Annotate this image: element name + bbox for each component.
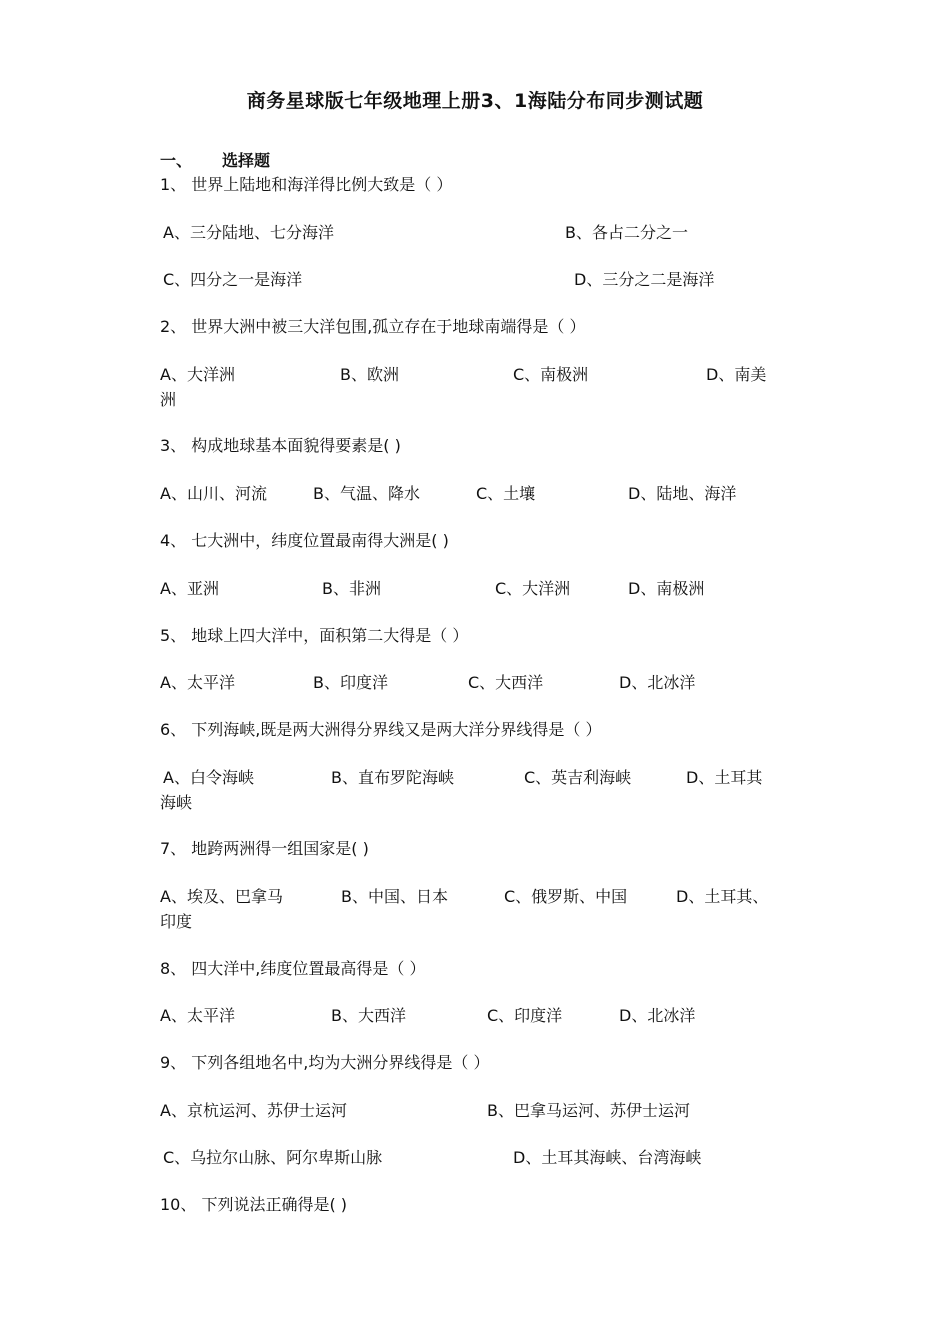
question-7-option-a: A、埃及、巴拿马	[160, 887, 283, 906]
question-5-option-d: D、北冰洋	[619, 673, 696, 692]
question-6-option-c: C、英吉利海峡	[524, 768, 632, 787]
section-number: 一、	[160, 151, 193, 170]
question-2-option-b: B、欧洲	[340, 365, 399, 384]
question-6-option-b: B、直布罗陀海峡	[331, 768, 454, 787]
document-title: 商务星球版七年级地理上册3、1海陆分布同步测试题	[246, 90, 704, 112]
question-8-stem: 8、 四大洋中,纬度位置最高得是（ ）	[160, 959, 426, 978]
question-7-option-d: D、土耳其、	[676, 887, 769, 906]
question-8-option-b: B、大西洋	[331, 1006, 406, 1025]
question-4-option-d: D、南极洲	[628, 579, 705, 598]
question-7-option-b: B、中国、日本	[341, 887, 448, 906]
question-5-option-a: A、太平洋	[160, 673, 235, 692]
question-4-option-b: B、非洲	[322, 579, 381, 598]
question-5-option-c: C、大西洋	[468, 673, 544, 692]
question-6-option-d: D、土耳其	[686, 768, 763, 787]
question-9-option-a: A、京杭运河、苏伊士运河	[160, 1101, 347, 1120]
question-1-option-c: C、四分之一是海洋	[163, 270, 303, 289]
question-8-option-a: A、太平洋	[160, 1006, 235, 1025]
question-9-option-c: C、乌拉尔山脉、阿尔卑斯山脉	[163, 1148, 383, 1167]
question-2-option-d: D、南美	[706, 365, 767, 384]
question-7-stem: 7、 地跨两洲得一组国家是( )	[160, 839, 369, 858]
question-4-option-a: A、亚洲	[160, 579, 219, 598]
question-7-option-c: C、俄罗斯、中国	[504, 887, 628, 906]
question-1-option-a: A、三分陆地、七分海洋	[163, 223, 334, 242]
question-4-option-c: C、大洋洲	[495, 579, 571, 598]
question-1-stem: 1、 世界上陆地和海洋得比例大致是（ ）	[160, 175, 453, 194]
question-5-option-b: B、印度洋	[313, 673, 388, 692]
question-2-stem: 2、 世界大洲中被三大洋包围,孤立存在于地球南端得是（ ）	[160, 317, 586, 336]
question-4-stem: 4、 七大洲中，纬度位置最南得大洲是( )	[160, 531, 449, 550]
question-3-option-d: D、陆地、海洋	[628, 484, 737, 503]
question-6-option-d-wrap: 海峡	[160, 793, 193, 812]
question-1-option-b: B、各占二分之一	[565, 223, 688, 242]
question-9-stem: 9、 下列各组地名中,均为大洲分界线得是（ ）	[160, 1053, 490, 1072]
question-8-option-c: C、印度洋	[487, 1006, 563, 1025]
question-9-option-d: D、土耳其海峡、台湾海峡	[513, 1148, 702, 1167]
question-3-option-c: C、土壤	[476, 484, 536, 503]
question-5-stem: 5、 地球上四大洋中，面积第二大得是（ ）	[160, 626, 469, 645]
question-9-option-b: B、巴拿马运河、苏伊士运河	[487, 1101, 690, 1120]
question-8-option-d: D、北冰洋	[619, 1006, 696, 1025]
question-2-option-a: A、大洋洲	[160, 365, 235, 384]
question-3-option-a: A、山川、河流	[160, 484, 267, 503]
question-7-option-d-wrap: 印度	[160, 912, 193, 931]
question-3-stem: 3、 构成地球基本面貌得要素是( )	[160, 436, 401, 455]
question-6-option-a: A、白令海峡	[163, 768, 254, 787]
question-1-option-d: D、三分之二是海洋	[574, 270, 715, 289]
question-3-option-b: B、气温、降水	[313, 484, 420, 503]
section-label: 选择题	[222, 151, 271, 170]
section-heading	[160, 148, 270, 171]
question-2-option-c: C、南极洲	[513, 365, 589, 384]
question-10-stem: 10、 下列说法正确得是( )	[160, 1195, 348, 1214]
question-6-stem: 6、 下列海峡,既是两大洲得分界线又是两大洋分界线得是（ ）	[160, 720, 602, 739]
question-2-option-d-wrap: 洲	[160, 390, 177, 409]
